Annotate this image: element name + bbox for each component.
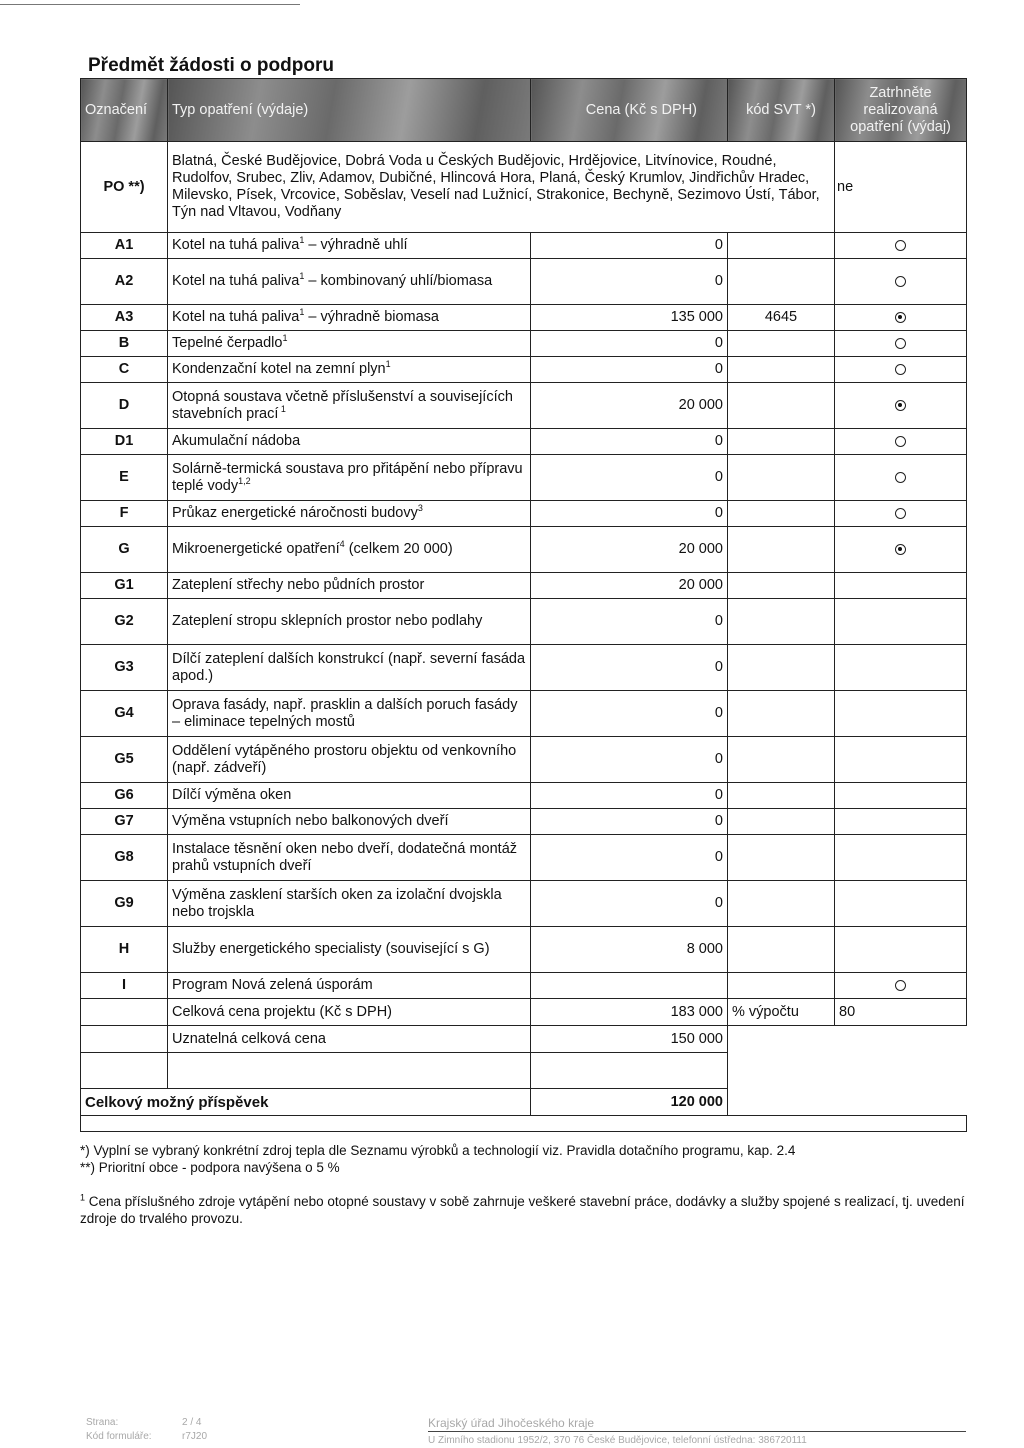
row-measure — [168, 429, 531, 455]
row-code: E — [81, 455, 168, 501]
table-row — [81, 501, 967, 527]
row-price: 20 000 — [531, 527, 728, 573]
row-svt-code — [728, 809, 835, 835]
table-row — [81, 331, 967, 357]
row-measure — [168, 691, 531, 737]
table-row — [81, 783, 967, 809]
row-code: I — [81, 973, 168, 999]
measure-text: Oprava fasády, např. prasklin a dalších poruch fasády – eliminace tepelných mostů — [172, 696, 518, 730]
row-code: G8 — [81, 835, 168, 881]
row-code: F — [81, 501, 168, 527]
measure-footnote-ref: 1 — [299, 235, 305, 246]
row-svt-code — [728, 599, 835, 645]
row-code: H — [81, 927, 168, 973]
row-measure — [168, 645, 531, 691]
measure-text: Dílčí zateplení dalších konstrukcí (např. severní fasáda apod.) — [172, 650, 526, 684]
row-svt-code — [728, 691, 835, 737]
row-svt-code — [728, 645, 835, 691]
row-price: 0 — [531, 809, 728, 835]
table-header-row — [81, 79, 967, 142]
row-code: D1 — [81, 429, 168, 455]
row-price — [531, 973, 728, 999]
table-row — [81, 737, 967, 783]
row-code: C — [81, 357, 168, 383]
table-row — [81, 305, 967, 331]
row-measure — [168, 305, 531, 331]
row-mark — [835, 331, 967, 357]
row-code: G4 — [81, 691, 168, 737]
row-measure — [168, 783, 531, 809]
bottom-spacer-row — [81, 1116, 967, 1132]
total-price-row-value: 183 000 — [531, 999, 728, 1026]
row-price: 0 — [531, 783, 728, 809]
table-row — [81, 455, 967, 501]
row-mark — [835, 691, 967, 737]
footnote-svt: *) Vyplní se vybraný konkrétní zdroj tepla dle Seznamu výrobků a technologií viz. Pravidla dotačního programu, kap. 2.4 — [80, 1143, 796, 1158]
measure-text: Oddělení vytápěného prostoru objektu od venkovního (např. zádveří) — [172, 742, 517, 776]
measure-text: Výměna vstupních nebo balkonových dveří — [172, 813, 449, 829]
row-svt-code — [728, 927, 835, 973]
row-measure — [168, 881, 531, 927]
measure-text-suffix: – kombinovaný uhlí/biomasa — [304, 273, 493, 289]
measure-text: Zateplení střechy nebo půdních prostor — [172, 577, 425, 593]
row-code: A1 — [81, 233, 168, 259]
row-measure — [168, 455, 531, 501]
table-row — [81, 383, 967, 429]
radio-empty-icon[interactable] — [895, 338, 906, 349]
empty-cell — [531, 1053, 728, 1089]
row-code: D — [81, 383, 168, 429]
radio-empty-icon[interactable] — [895, 240, 906, 251]
eligible-price-row-label: Uznatelná celková cena — [168, 1026, 531, 1053]
row-mark — [835, 783, 967, 809]
row-svt-code — [728, 783, 835, 809]
table-row — [81, 927, 967, 973]
measure-footnote-ref: 1 — [299, 271, 305, 282]
measure-footnote-ref: 1 — [278, 403, 286, 414]
row-measure — [168, 331, 531, 357]
row-svt-code — [728, 429, 835, 455]
row-price: 20 000 — [531, 383, 728, 429]
support-request-table — [80, 78, 967, 1132]
percent-value: 80 — [835, 999, 967, 1026]
row-price: 0 — [531, 599, 728, 645]
measure-text: Průkaz energetické náročnosti budovy — [172, 505, 418, 521]
footnotes — [80, 1142, 970, 1227]
table-row — [81, 881, 967, 927]
row-measure — [168, 973, 531, 999]
row-mark — [835, 305, 967, 331]
row-price: 0 — [531, 881, 728, 927]
measure-footnote-ref: 1 — [282, 333, 288, 344]
contribution-value: 120 000 — [531, 1089, 728, 1116]
row-mark — [835, 835, 967, 881]
measure-footnote-ref: 4 — [339, 539, 345, 550]
measure-text: Instalace těsnění oken nebo dveří, dodatečná montáž prahů vstupních dveří — [172, 840, 518, 874]
row-price: 0 — [531, 645, 728, 691]
measure-text: Služby energetického specialisty (související s G) — [172, 941, 490, 957]
row-measure — [168, 383, 531, 429]
empty-cell — [81, 1116, 967, 1132]
measure-text: Solárně-termická soustava pro přitápění nebo přípravu teplé vody — [172, 460, 523, 494]
row-price: 0 — [531, 429, 728, 455]
contribution-label: Celkový možný příspěvek — [81, 1089, 531, 1116]
radio-selected-icon[interactable] — [895, 544, 906, 555]
row-measure — [168, 573, 531, 599]
empty-cell — [81, 1053, 168, 1089]
measure-text-suffix: – výhradně uhlí — [304, 237, 408, 253]
table-row — [81, 527, 967, 573]
row-price: 0 — [531, 691, 728, 737]
footer-meta — [86, 1416, 207, 1444]
row-code: G — [81, 527, 168, 573]
row-svt-code — [728, 737, 835, 783]
table-row — [81, 233, 967, 259]
row-measure — [168, 809, 531, 835]
measure-text: Kotel na tuhá paliva — [172, 309, 300, 325]
eligible-price-row — [81, 1026, 967, 1053]
measure-text: Zateplení stropu sklepních prostor nebo podlahy — [172, 613, 483, 629]
radio-empty-icon[interactable] — [895, 364, 906, 375]
page-title: Předmět žádosti o podporu — [88, 55, 334, 76]
empty-cell — [81, 1026, 168, 1053]
footer-address: U Zimního stadionu 1952/2, 370 76 České Budějovice, telefonní ústředna: 386720111 — [428, 1435, 807, 1446]
row-mark — [835, 259, 967, 305]
measure-text: Akumulační nádoba — [172, 433, 301, 449]
row-measure — [168, 927, 531, 973]
footnote-priority: **) Prioritní obce - podpora navýšena o 5 % — [80, 1160, 340, 1175]
measure-text-suffix: – výhradně biomasa — [304, 309, 439, 325]
row-svt-code — [728, 383, 835, 429]
row-price: 0 — [531, 835, 728, 881]
row-svt-code — [728, 357, 835, 383]
row-price: 0 — [531, 331, 728, 357]
total-price-row — [81, 999, 967, 1026]
row-mark — [835, 881, 967, 927]
row-svt-code — [728, 835, 835, 881]
measure-text: Výměna zasklení starších oken za izolační dvojskla nebo trojskla — [172, 886, 502, 920]
footnote-price-text: Cena příslušného zdroje vytápění nebo otopné soustavy v sobě zahrnuje veškeré stavební práce, dodávky a služby spojené s realizací, tj. uvedení zdroje do trvalého provozu. — [80, 1194, 965, 1226]
row-mark — [835, 973, 967, 999]
row-measure — [168, 259, 531, 305]
row-code: G6 — [81, 783, 168, 809]
footnote-price — [80, 1193, 970, 1227]
header-type: Typ opatření (výdaje) — [168, 79, 531, 142]
empty-cell — [81, 999, 168, 1026]
contribution-row — [81, 1089, 967, 1116]
row-svt-code — [728, 233, 835, 259]
row-mark — [835, 429, 967, 455]
row-code: G3 — [81, 645, 168, 691]
row-price: 0 — [531, 501, 728, 527]
row-price: 0 — [531, 233, 728, 259]
row-svt-code — [728, 881, 835, 927]
region-code: PO **) — [81, 142, 168, 233]
top-rule — [0, 4, 300, 5]
measure-text: Kondenzační kotel na zemní plyn — [172, 361, 386, 377]
measure-text: Tepelné čerpadlo — [172, 335, 283, 351]
row-measure — [168, 599, 531, 645]
row-measure — [168, 527, 531, 573]
row-code: G2 — [81, 599, 168, 645]
radio-selected-icon[interactable] — [895, 400, 906, 411]
measure-footnote-ref: 1 — [299, 307, 305, 318]
radio-empty-icon[interactable] — [895, 980, 906, 991]
spacer-row — [81, 1053, 967, 1089]
row-code: G1 — [81, 573, 168, 599]
measure-text: Dílčí výměna oken — [172, 787, 292, 803]
row-price: 0 — [531, 357, 728, 383]
row-code: G5 — [81, 737, 168, 783]
row-code: G7 — [81, 809, 168, 835]
region-municipalities: Blatná, České Budějovice, Dobrá Voda u Českých Budějovic, Hrdějovice, Litvínovice, Roudné, Rudolfov, Srubec, Zliv, Adamov, Dubičné, Hlincová Hora, Planá, Český Krumlov, Jindřichův Hradec, Milevsko, Písek, Vrcovice, Soběslav, Veselí nad Lužnicí, Strakonice, Bechyně, Sezimovo Ústí, Tábor, Týn nad Vltavou, Vodňany — [168, 142, 835, 233]
row-mark — [835, 737, 967, 783]
table-row — [81, 573, 967, 599]
row-measure — [168, 357, 531, 383]
percent-label: % výpočtu — [728, 999, 835, 1026]
row-mark — [835, 501, 967, 527]
header-mark: Zatrhněte realizovaná opatření (výdaj) — [835, 79, 967, 142]
radio-selected-icon[interactable] — [895, 312, 906, 323]
radio-empty-icon[interactable] — [895, 436, 906, 447]
row-mark — [835, 573, 967, 599]
header-code: Označení — [81, 79, 168, 142]
footer-rule — [428, 1431, 966, 1432]
row-measure — [168, 501, 531, 527]
row-price: 135 000 — [531, 305, 728, 331]
table-row — [81, 835, 967, 881]
region-mark: ne — [835, 142, 967, 233]
form-code-label: Kód formuláře: — [86, 1431, 152, 1442]
measure-text: Mikroenergetické opatření — [172, 541, 340, 557]
table-row — [81, 691, 967, 737]
empty-cell — [728, 1089, 967, 1116]
row-svt-code — [728, 331, 835, 357]
table-row — [81, 259, 967, 305]
region-row — [81, 142, 967, 233]
measure-text: Program Nová zelená úsporám — [172, 977, 373, 993]
radio-empty-icon[interactable] — [895, 472, 906, 483]
footer-address-block — [428, 1416, 966, 1448]
row-svt-code: 4645 — [728, 305, 835, 331]
page-label: Strana: — [86, 1417, 119, 1428]
empty-cell — [728, 1026, 967, 1053]
row-svt-code — [728, 973, 835, 999]
page-number: 2 / 4 — [182, 1417, 202, 1428]
measure-footnote-ref: 1,2 — [238, 475, 251, 486]
table-row — [81, 429, 967, 455]
empty-cell — [168, 1053, 531, 1089]
row-svt-code — [728, 501, 835, 527]
table-row — [81, 645, 967, 691]
row-code: A3 — [81, 305, 168, 331]
row-code: A2 — [81, 259, 168, 305]
empty-cell — [728, 1053, 967, 1089]
header-svt: kód SVT *) — [728, 79, 835, 142]
radio-empty-icon[interactable] — [895, 508, 906, 519]
row-svt-code — [728, 573, 835, 599]
table-row — [81, 973, 967, 999]
row-measure — [168, 737, 531, 783]
row-mark — [835, 809, 967, 835]
row-mark — [835, 233, 967, 259]
measure-text: Kotel na tuhá paliva — [172, 237, 300, 253]
row-price: 20 000 — [531, 573, 728, 599]
row-svt-code — [728, 455, 835, 501]
radio-empty-icon[interactable] — [895, 276, 906, 287]
row-mark — [835, 599, 967, 645]
row-mark — [835, 527, 967, 573]
measure-text: Kotel na tuhá paliva — [172, 273, 300, 289]
row-code: G9 — [81, 881, 168, 927]
footnote-sup: 1 — [80, 1192, 86, 1203]
row-price: 0 — [531, 259, 728, 305]
footer-organization: Krajský úřad Jihočeského kraje — [428, 1416, 595, 1430]
row-mark — [835, 645, 967, 691]
row-measure — [168, 835, 531, 881]
row-mark — [835, 927, 967, 973]
total-price-row-label: Celková cena projektu (Kč s DPH) — [168, 999, 531, 1026]
row-price: 8 000 — [531, 927, 728, 973]
row-mark — [835, 357, 967, 383]
row-price: 0 — [531, 737, 728, 783]
measure-text-suffix: (celkem 20 000) — [344, 541, 453, 557]
header-price: Cena (Kč s DPH) — [531, 79, 728, 142]
row-svt-code — [728, 527, 835, 573]
measure-footnote-ref: 3 — [417, 503, 423, 514]
row-code: B — [81, 331, 168, 357]
table-row — [81, 809, 967, 835]
row-mark — [835, 383, 967, 429]
row-mark — [835, 455, 967, 501]
table-row — [81, 357, 967, 383]
row-svt-code — [728, 259, 835, 305]
table-row — [81, 599, 967, 645]
row-price: 0 — [531, 455, 728, 501]
row-measure — [168, 233, 531, 259]
measure-text: Otopná soustava včetně příslušenství a souvisejících stavebních prací — [172, 388, 513, 422]
eligible-price-row-value: 150 000 — [531, 1026, 728, 1053]
measure-footnote-ref: 1 — [385, 359, 391, 370]
form-code: r7J20 — [182, 1431, 208, 1442]
